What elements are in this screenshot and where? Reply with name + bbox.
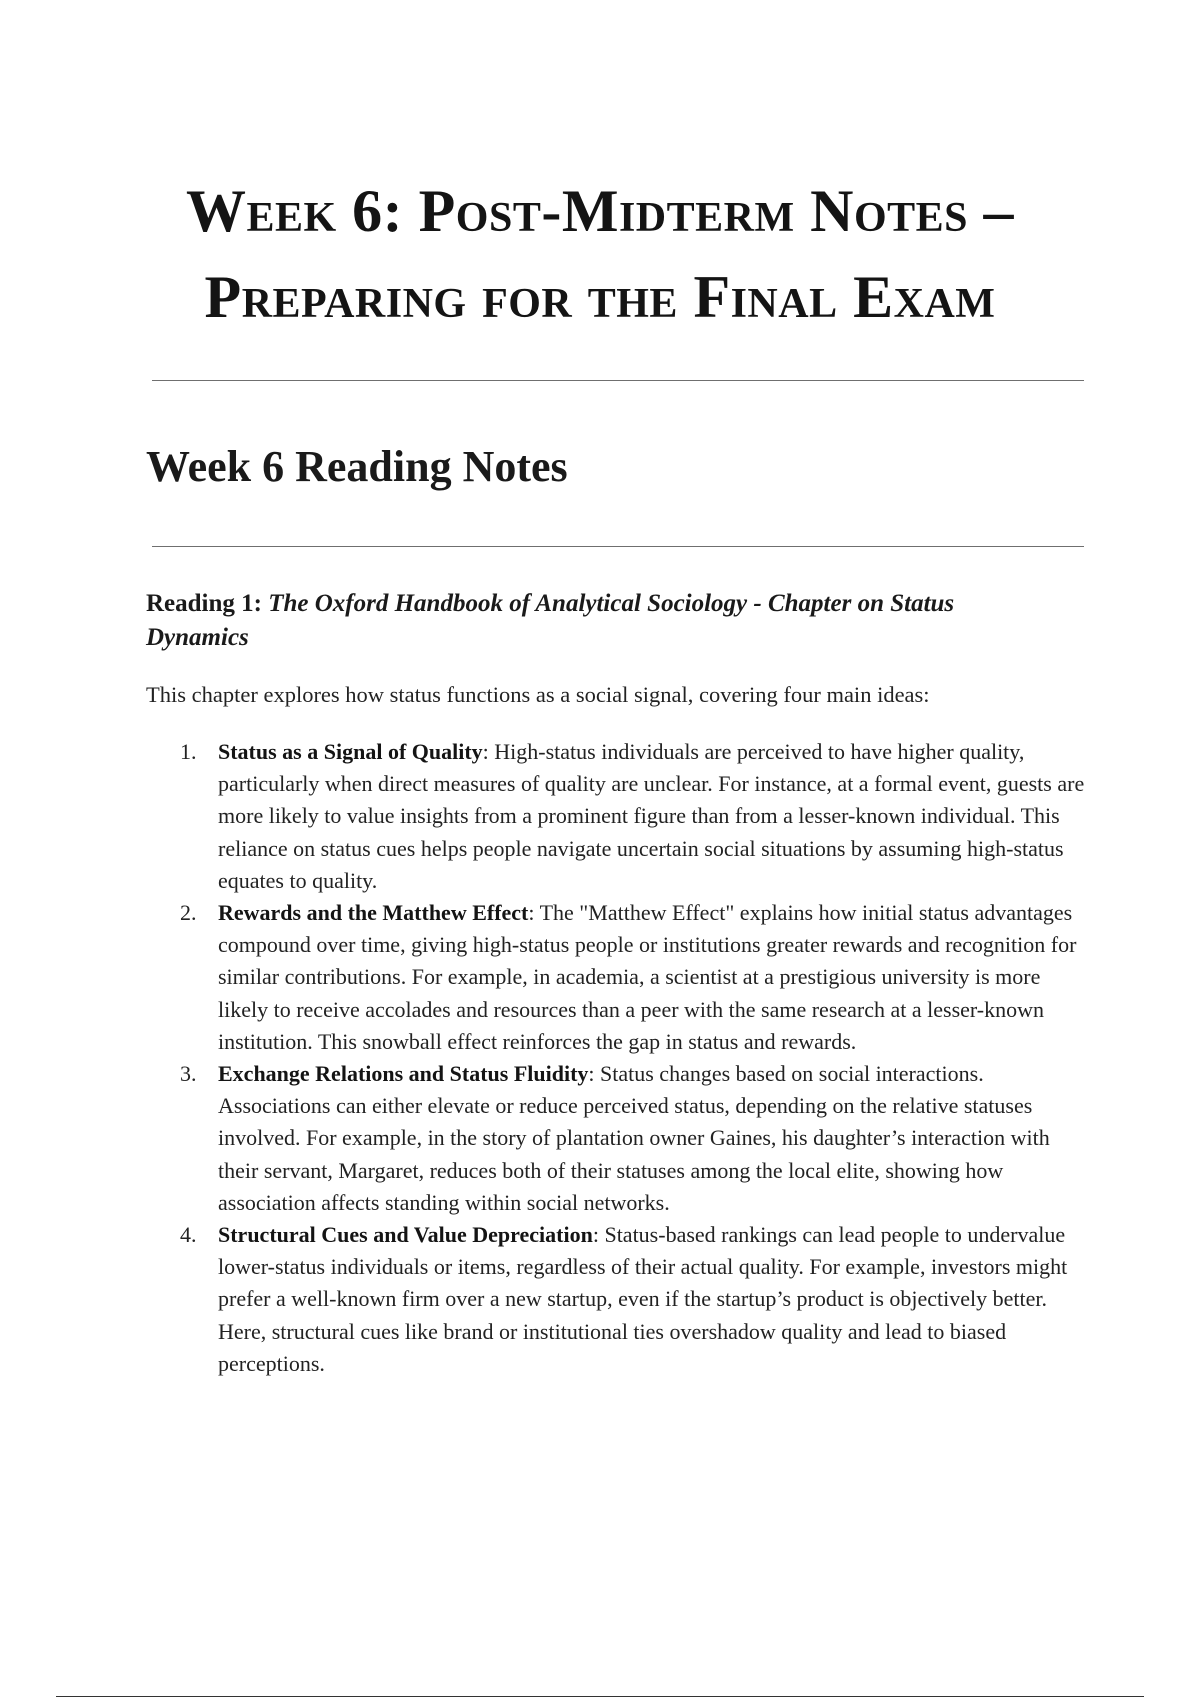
section-divider — [152, 546, 1084, 547]
list-item — [146, 897, 1086, 1058]
main-ideas-list — [146, 736, 1086, 1380]
document-title-line-1: Week 6: Post-Midterm Notes – — [185, 178, 1015, 244]
document-title — [100, 168, 1100, 340]
list-item-number: 1. — [180, 739, 197, 764]
list-item-term: Exchange Relations and Status Fluidity — [218, 1061, 589, 1087]
list-item-number: 3. — [180, 1061, 197, 1087]
reading-heading — [146, 587, 1046, 655]
list-item-text: : High-status individuals are perceived to have higher quality, particularly when direct measures of quality are unclear. For instance, at a formal event, guests are more likely to value insights from a prominent figure than from a lesser-known individual. This reliance on status cues helps people navigate uncertain social situations by assuming high-status equates to quality. — [218, 739, 1085, 893]
section-heading: Week 6 Reading Notes — [146, 442, 568, 491]
list-item-number: 4. — [180, 1222, 197, 1248]
title-divider — [152, 380, 1084, 381]
list-item-text: : Status changes based on social interactions. Associations can either elevate or reduce perceived status, depending on the relative statuses involved. For example, in the story of plantation owner Gaines, his daughter’s interaction with their servant, Margaret, reduces both of their statuses among the local elite, showing how association affects standing within social networks. — [218, 1061, 1050, 1215]
list-item-text: : Status-based rankings can lead people to undervalue lower-status individuals or items, regardless of their actual quality. For example, investors might prefer a well-known firm over a new startup, even if the startup’s product is objectively better. Here, structural cues like brand or institutional ties overshadow quality and lead to biased perceptions. — [218, 1222, 1068, 1376]
list-item — [146, 736, 1086, 897]
list-item-term: Structural Cues and Value Depreciation — [218, 1222, 593, 1248]
list-item-number: 2. — [180, 900, 197, 926]
list-item — [146, 1058, 1086, 1219]
reading-book-title: The Oxford Handbook of Analytical Sociology - Chapter on Status Dynamics — [146, 590, 955, 651]
document-title-line-2: Preparing for the Final Exam — [204, 264, 996, 330]
chapter-intro: This chapter explores how status functions as a social signal, covering four main ideas: — [146, 682, 930, 707]
list-item-text: : The "Matthew Effect" explains how initial status advantages compound over time, giving high-status people or institutions greater rewards and recognition for similar contributions. For example, in academia, a scientist at a prestigious university is more likely to receive accolades and resources than a peer with the same research at a lesser-known institution. This snowball effect reinforces the gap in status and rewards. — [218, 900, 1077, 1054]
page-bottom-rule — [56, 1696, 1144, 1697]
list-item-term: Rewards and the Matthew Effect — [218, 900, 529, 926]
reading-label: Reading 1: — [146, 590, 269, 617]
list-item-term: Status as a Signal of Quality — [218, 739, 483, 764]
list-item — [146, 1219, 1086, 1380]
